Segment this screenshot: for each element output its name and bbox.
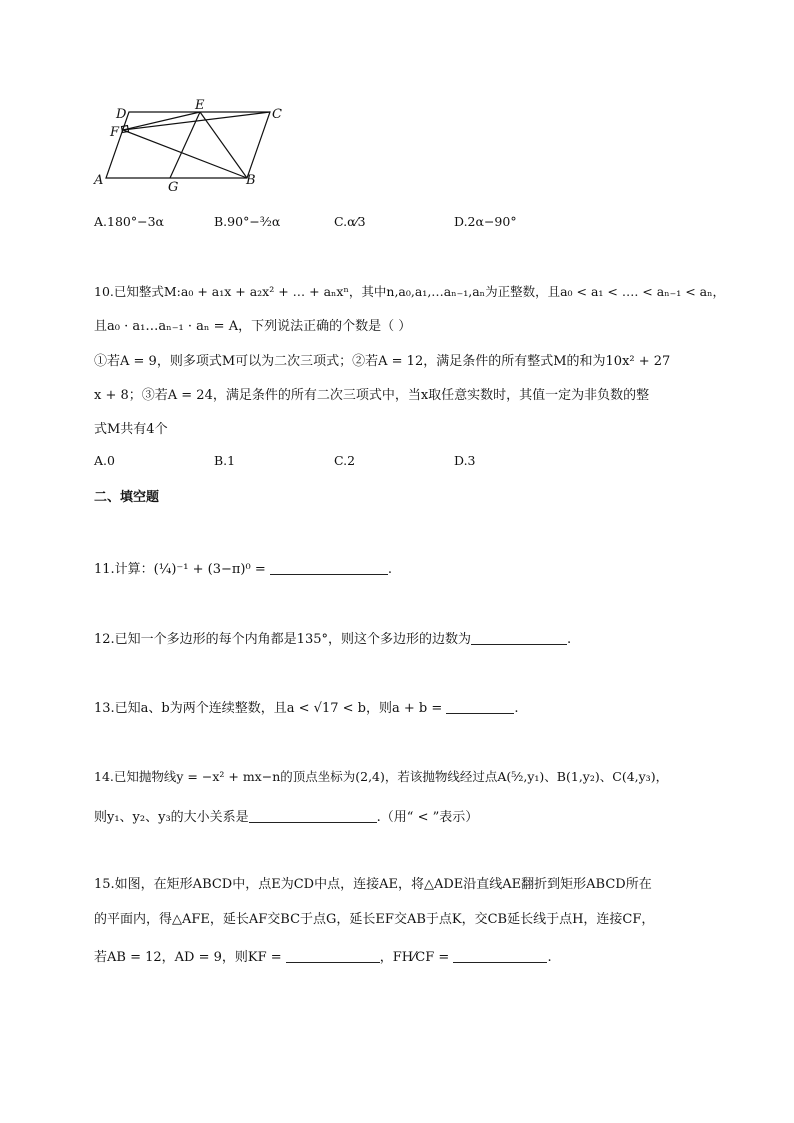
label-f: F xyxy=(110,125,120,140)
q13-text: 13.已知a、b为两个连续整数，且a < √17 < b，则a + b = xyxy=(94,701,443,716)
q15-line-1: 15.如图，在矩形ABCD中，点E为CD中点，连接AE，将△ADE沿直线AE翻折到矩形ABCD所在 xyxy=(94,877,652,892)
q9-option-d: D.2α−90° xyxy=(454,214,517,229)
q11-text: 11.计算：(¼)⁻¹ + (3−π)⁰ = xyxy=(94,562,266,577)
q12-answer-blank[interactable] xyxy=(471,631,567,645)
parallelogram-figure xyxy=(88,94,288,194)
label-d: D xyxy=(116,107,127,122)
q14-line2-pre: 则y₁、y₂、y₃的大小关系是 xyxy=(94,810,249,825)
q10-option-a: A.0 xyxy=(94,453,115,468)
q11-end: . xyxy=(387,562,393,577)
q15-line-2: 的平面内，得△AFE，延长AF交BC于点G，延长EF交AB于点K，交CB延长线于点H，连接CF， xyxy=(94,912,655,927)
q12-text: 12.已知一个多边形的每个内角都是135°，则这个多边形的边数为 xyxy=(94,632,471,647)
q15-line3-mid: ，FH⁄CF = xyxy=(379,950,450,965)
label-a: A xyxy=(94,173,104,188)
q13-end: . xyxy=(514,701,519,716)
section-title: 二、填空题 xyxy=(94,490,160,505)
q10-line-3: ①若A = 9，则多项式M可以为二次三项式；②若A = 12，满足条件的所有整式M的和为10x² + 27 xyxy=(94,354,671,369)
q12 xyxy=(94,628,571,647)
q10-line-5: 式M共有4个 xyxy=(94,422,168,437)
q14-line2-post: .（用“ < ”表示） xyxy=(376,810,479,825)
q11 xyxy=(94,558,392,577)
q13 xyxy=(94,697,519,716)
q10-line-1: 10.已知整式M:a₀ + a₁x + a₂x² + … + aₙxⁿ，其中n,a₀,a₁,…aₙ₋₁,aₙ为正整数，且a₀ < a₁ < …. < aₙ₋₁ < aₙ， xyxy=(94,284,726,299)
q10-line-2: 且a₀ · a₁…aₙ₋₁ · aₙ = A，下列说法正确的个数是（ ） xyxy=(94,319,412,334)
q15-answer-blank-1[interactable] xyxy=(286,949,380,963)
q10-option-c: C.2 xyxy=(334,453,356,468)
q15-line3-end: . xyxy=(547,950,552,965)
q15-line-3 xyxy=(94,946,552,965)
q9-option-c: C.α⁄3 xyxy=(334,214,366,229)
q10-option-d: D.3 xyxy=(454,453,476,468)
q9-option-a: A.180°−3α xyxy=(94,214,164,229)
q14-line-2 xyxy=(94,806,478,825)
q13-answer-blank[interactable] xyxy=(446,700,514,714)
q15-answer-blank-2[interactable] xyxy=(453,949,547,963)
q10-option-b: B.1 xyxy=(214,453,236,468)
q10-line-4: x + 8；③若A = 24，满足条件的所有二次三项式中，当x取任意实数时，其值一定为非负数的整 xyxy=(94,388,650,403)
q12-end: . xyxy=(567,632,572,647)
label-g: G xyxy=(168,180,179,194)
q14-line-1: 14.已知抛物线y = −x² + mx−n的顶点坐标为(2,4)，若该抛物线经过点A(⁵⁄₂,y₁)、B(1,y₂)、C(4,y₃)， xyxy=(94,769,669,784)
q9-option-b: B.90°−³⁄₂α xyxy=(214,214,281,229)
label-c: C xyxy=(272,107,282,122)
label-e: E xyxy=(195,98,205,113)
q14-answer-blank[interactable] xyxy=(249,809,377,823)
label-b: B xyxy=(246,173,256,188)
q15-line3-pre: 若AB = 12，AD = 9，则KF = xyxy=(94,950,282,965)
q11-answer-blank[interactable] xyxy=(270,561,388,575)
